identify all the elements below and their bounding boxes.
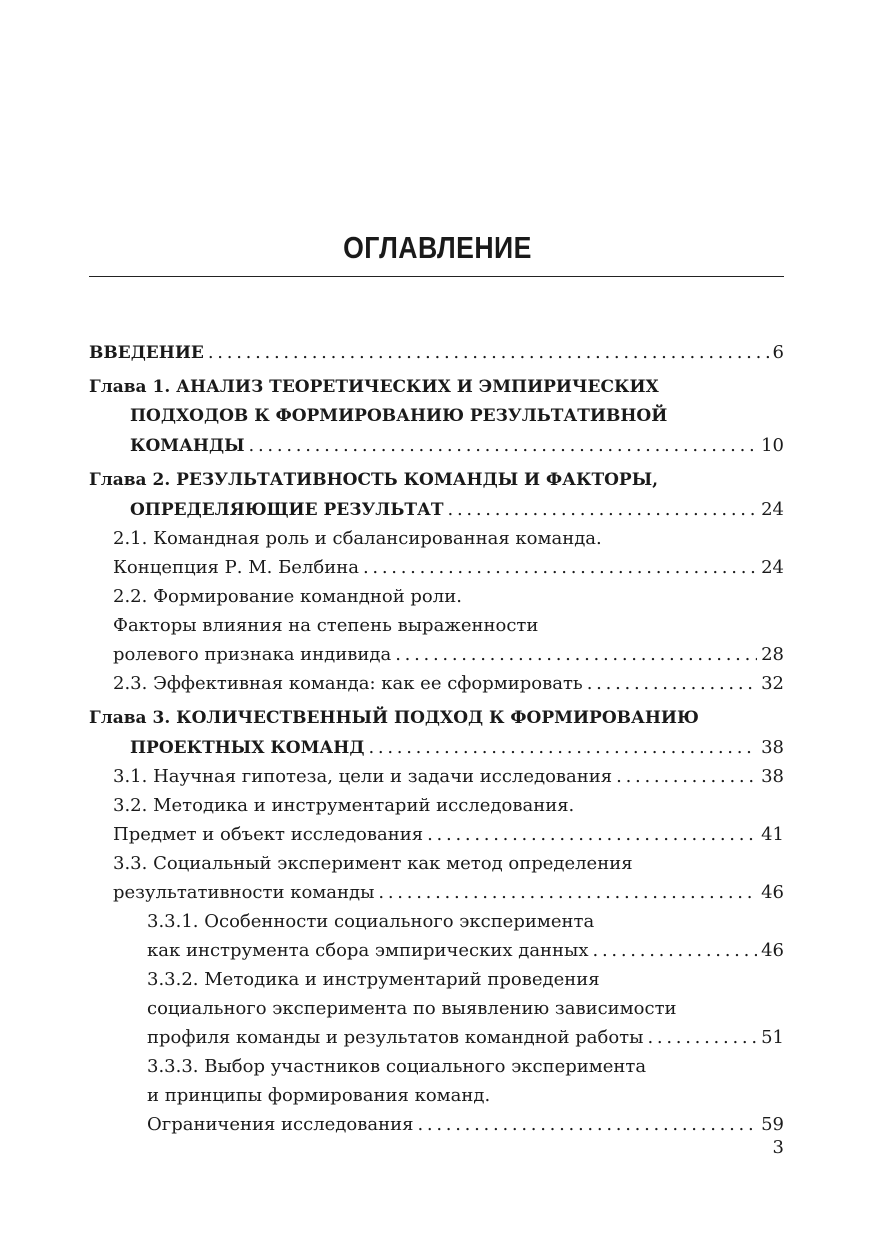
table-of-contents [89, 338, 784, 1139]
toc-entry-title: и принципы формирования команд. [147, 1085, 491, 1106]
toc-entry-title: ролевого признака индивида [113, 644, 392, 665]
toc-entry-title: 3.2. Методика и инструментарий исследования. [113, 795, 575, 816]
toc-entry-chapter-3[interactable] [89, 704, 784, 733]
toc-entry-subsection-3-3-3-cont[interactable] [89, 1081, 784, 1110]
toc-entry-title: Факторы влияния на степень выраженности [113, 615, 539, 636]
toc-entry-section-3-3[interactable] [89, 849, 784, 878]
toc-entry-section-2-2-cont[interactable] [89, 611, 784, 640]
toc-entry-subsection-3-3-3-end[interactable] [89, 1110, 784, 1139]
page-title: ОГЛАВЛЕНИЕ [343, 230, 532, 265]
leader-dots [427, 820, 757, 849]
toc-entry-section-3-3-end[interactable] [89, 878, 784, 907]
toc-entry-section-2-1-end[interactable] [89, 553, 784, 582]
toc-entry-subsection-3-3-3[interactable] [89, 1052, 784, 1081]
toc-page-number: 38 [761, 766, 784, 787]
toc-entry-title: 2.1. Командная роль и сбалансированная команда. [113, 528, 602, 549]
toc-entry-title: 2.3. Эффективная команда: как ее сформировать [113, 673, 583, 694]
toc-page-number: 59 [761, 1114, 784, 1135]
toc-entry-title: Глава 3. КОЛИЧЕСТВЕННЫЙ ПОДХОД К ФОРМИРОВАНИЮ [89, 708, 699, 728]
leader-dots [448, 495, 758, 524]
toc-entry-subsection-3-3-1[interactable] [89, 907, 784, 936]
toc-entry-subsection-3-3-2[interactable] [89, 965, 784, 994]
toc-entry-title: 3.3.1. Особенности социального эксперимента [147, 911, 595, 932]
toc-page-number: 46 [761, 882, 784, 903]
toc-entry-title: Ограничения исследования [147, 1114, 414, 1135]
toc-entry-subsection-3-3-2-end[interactable] [89, 1023, 784, 1052]
toc-entry-title: 3.1. Научная гипотеза, цели и задачи исследования [113, 766, 613, 787]
toc-entry-title: ПОДХОДОВ К ФОРМИРОВАНИЮ РЕЗУЛЬТАТИВНОЙ [130, 406, 668, 426]
title-divider [89, 276, 784, 277]
leader-dots [417, 1110, 757, 1139]
toc-page-number: 32 [761, 673, 784, 694]
leader-dots [363, 553, 757, 582]
toc-entry-chapter-2-end[interactable] [89, 495, 784, 524]
toc-entry-chapter-3-end[interactable] [89, 733, 784, 762]
toc-entry-section-3-1[interactable] [89, 762, 784, 791]
toc-entry-title: КОМАНДЫ [130, 436, 245, 456]
leader-dots [616, 762, 757, 791]
toc-page-number: 46 [761, 940, 784, 961]
toc-page-number: 28 [761, 644, 784, 665]
toc-entry-title: Концепция Р. М. Белбина [113, 557, 359, 578]
toc-entry-title: ПРОЕКТНЫХ КОМАНД [130, 738, 365, 758]
toc-entry-title: 3.3.2. Методика и инструментарий проведения [147, 969, 600, 990]
toc-entry-section-2-2[interactable] [89, 582, 784, 611]
toc-page-number: 38 [761, 737, 784, 758]
toc-entry-title: результативности команды [113, 882, 375, 903]
leader-dots [378, 878, 757, 907]
toc-page-number: 24 [761, 557, 784, 578]
leader-dots [587, 669, 757, 698]
toc-entry-title: социального эксперимента по выявлению зависимости [147, 998, 677, 1019]
toc-entry-section-2-3[interactable] [89, 669, 784, 698]
page-number: 3 [772, 1137, 784, 1158]
toc-entry-title: профиля команды и результатов командной работы [147, 1027, 644, 1048]
toc-entry-title: 3.3.3. Выбор участников социального эксперимента [147, 1056, 647, 1077]
toc-entry-intro[interactable] [89, 338, 784, 367]
toc-page-number: 41 [761, 824, 784, 845]
leader-dots [368, 733, 757, 762]
toc-entry-title: 2.2. Формирование командной роли. [113, 586, 462, 607]
toc-entry-title: ОПРЕДЕЛЯЮЩИЕ РЕЗУЛЬТАТ [130, 500, 444, 520]
toc-page-number: 10 [761, 435, 784, 456]
toc-entry-title: как инструмента сбора эмпирических данных [147, 940, 589, 961]
toc-entry-title: 3.3. Социальный эксперимент как метод определения [113, 853, 633, 874]
toc-entry-section-3-2[interactable] [89, 791, 784, 820]
toc-entry-section-2-2-end[interactable] [89, 640, 784, 669]
toc-page-number: 24 [761, 499, 784, 520]
toc-entry-subsection-3-3-1-end[interactable] [89, 936, 784, 965]
toc-entry-section-3-2-end[interactable] [89, 820, 784, 849]
toc-entry-chapter-1-cont[interactable] [89, 402, 784, 431]
toc-entry-chapter-1[interactable] [89, 373, 784, 402]
leader-dots [249, 431, 758, 460]
leader-dots [647, 1023, 757, 1052]
leader-dots [395, 640, 757, 669]
toc-page-number: 6 [772, 342, 784, 363]
toc-entry-title: ВВЕДЕНИЕ [89, 343, 204, 363]
toc-entry-subsection-3-3-2-cont[interactable] [89, 994, 784, 1023]
toc-entry-chapter-2[interactable] [89, 466, 784, 495]
toc-entry-chapter-1-end[interactable] [89, 431, 784, 460]
leader-dots [208, 338, 769, 367]
toc-entry-title: Предмет и объект исследования [113, 824, 424, 845]
toc-entry-title: Глава 1. АНАЛИЗ ТЕОРЕТИЧЕСКИХ И ЭМПИРИЧЕСКИХ [89, 377, 659, 397]
toc-page-number: 51 [761, 1027, 784, 1048]
toc-entry-title: Глава 2. РЕЗУЛЬТАТИВНОСТЬ КОМАНДЫ И ФАКТОРЫ, [89, 470, 659, 490]
leader-dots [593, 936, 758, 965]
toc-entry-section-2-1[interactable] [89, 524, 784, 553]
